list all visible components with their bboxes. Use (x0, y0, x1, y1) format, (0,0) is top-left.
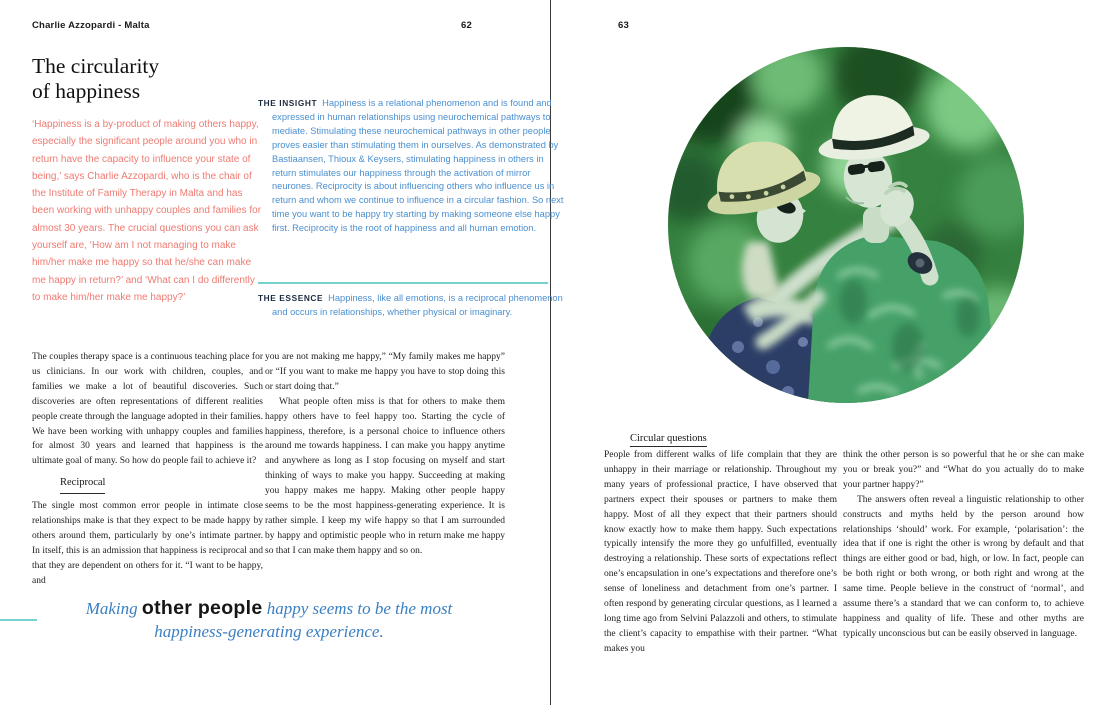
body-paragraph: think the other person is so powerful that he or she can make you or break you?” and “What do you actually do to make your partner happy?” (843, 450, 1084, 490)
article-title-line1: The circularity (32, 54, 160, 78)
page-number-right: 63 (618, 20, 629, 31)
pull-quote-rule (0, 619, 37, 621)
pull-quote-text: happy seems to be the most happiness-generating experience. (154, 599, 453, 641)
subheading-reciprocal: Reciprocal (60, 476, 105, 494)
right-body-column-1 (604, 448, 837, 657)
pull-quote (55, 597, 483, 643)
left-body-column-2 (265, 350, 505, 559)
body-paragraph: What people often miss is that for others to make them happy others have to feel happy too. Starting the cycle of happiness, therefore, is a personal choice to influence others around me towards happiness. I can make you happy anytime and anywhere as long as I stop focusing on myself and start thinking of ways to make you happy. Succeeding at making you happy makes me happy. Making other people happy seems to be the most happiness-generating experience. It is rather simple. I keep my wife happy so that I am surrounded by happy and optimistic people who in return make me happy so that I can make them happy and so on. (265, 396, 505, 556)
couple-dancing-photo (668, 47, 1024, 403)
couple-dancing-photo-graphic (668, 47, 1024, 403)
essence-label: THE ESSENCE (258, 293, 324, 303)
article-title-line2: of happiness (32, 79, 141, 103)
page-number-left: 62 (461, 20, 472, 31)
insight-text: Happiness is a relational phenomenon and is found and expressed in human relationships using neurochemical pathways to mediate. Stimulating these neurochemical pathways in other people proves easier than stimulating them in ourselves. As demonstrated by Bastiaansen, Thioux & Keysers, stimulating happiness in others in return stimulates our happiness through the activation of mirror neurones. Reciprocity is about influencing others who influence us in return and whom we continue to influence in a circular fashion. So next time you want to be happy try starting by making someone else happy first. Reciprocity is the root of happiness and all human emotion. (272, 98, 564, 234)
body-paragraph: The couples therapy space is a continuous teaching place for us clinicians. In our work with children, couples, and families we make a lot of beautiful discoveries. Such discoveries are often representations of different realities people create through the language adopted in their families. We have been working with unhappy couples and families for almost 30 years and learned that happiness is the ultimate goal of many. So how do people fail to achieve it? (32, 352, 263, 467)
pull-quote-text: Making (85, 599, 142, 618)
insight-essence-divider-rule (258, 282, 548, 284)
body-paragraph: People from different walks of life complain that they are unhappy in their marriage or relationship. Throughout my many years of professional practice, I have observed that partners expect their spouses or partners to make them happy. Most of all they expect that their partners should know exactly how to make them happy. Such expectations typically intensify the more they go unfulfilled, eventually destroying a relationship. These sorts of expectations reflect one’s encapsulation in one’s expectations and therefore one’s sense of loneliness and detachment from one’s partner. I often respond by generating circular questions, as I learned a long time ago from Selvini Palazzoli and others, to stimulate the client’s capacity to empathise with their partner. “What makes you (604, 450, 837, 654)
essence-text: Happiness, like all emotions, is a reciprocal phenomenon and occurs in relationships, whether physical or imaginary. (272, 293, 563, 317)
insight-callout (258, 97, 564, 236)
insight-label: THE INSIGHT (258, 98, 318, 108)
lead-quote: ‘Happiness is a by-product of making others happy, especially the significant people around you who in return have the capacity to influence your state of being,’ says Charlie Azzopardi, who is the chair of the Institute of Family Therapy in Malta and has been working with unhappy couples and families for almost 30 years. The crucial questions you can ask yourself are, ‘How am I not managing to make him/her make me happy so that he/she can make me happy in return?’ and ‘What can I do differently to make him/her make me happy?’ (32, 119, 262, 303)
pull-quote-emphasis: other people (141, 597, 263, 619)
body-paragraph: you are not making me happy,” “My family makes me happy” or “If you want to make me happy you have to stop doing this or start doing that.” (265, 352, 505, 392)
running-head-author: Charlie Azzopardi - Malta (32, 20, 150, 31)
right-body-column-2 (843, 448, 1084, 642)
essence-callout (258, 292, 564, 320)
article-title (32, 54, 159, 104)
body-paragraph: The answers often reveal a linguistic relationship to other constructs and myths held by the person around how relationships ‘should’ work. For example, ‘polarisation’: the idea that if one is right the other is wrong by default and that things are either good or bad, high, or low. In fact, people can be both right or both wrong, or both right and wrong at the same time. People believe in the construct of ‘normal’, and assume there’s a standard that we can conform to, to achieve happiness and quality of life. These and other myths are typically unconscious but can be easily observed in language. (843, 494, 1084, 639)
subheading-circular-questions: Circular questions (630, 433, 707, 447)
left-body-column-1 (32, 350, 263, 589)
body-paragraph: The single most common error people in intimate close relationships make is that they expect to be made happy by others around them, particularly by one’s intimate partner. In itself, this is an admission that happiness is reciprocal and that they are dependent on others for it. “I want to be happy, and (32, 501, 263, 586)
